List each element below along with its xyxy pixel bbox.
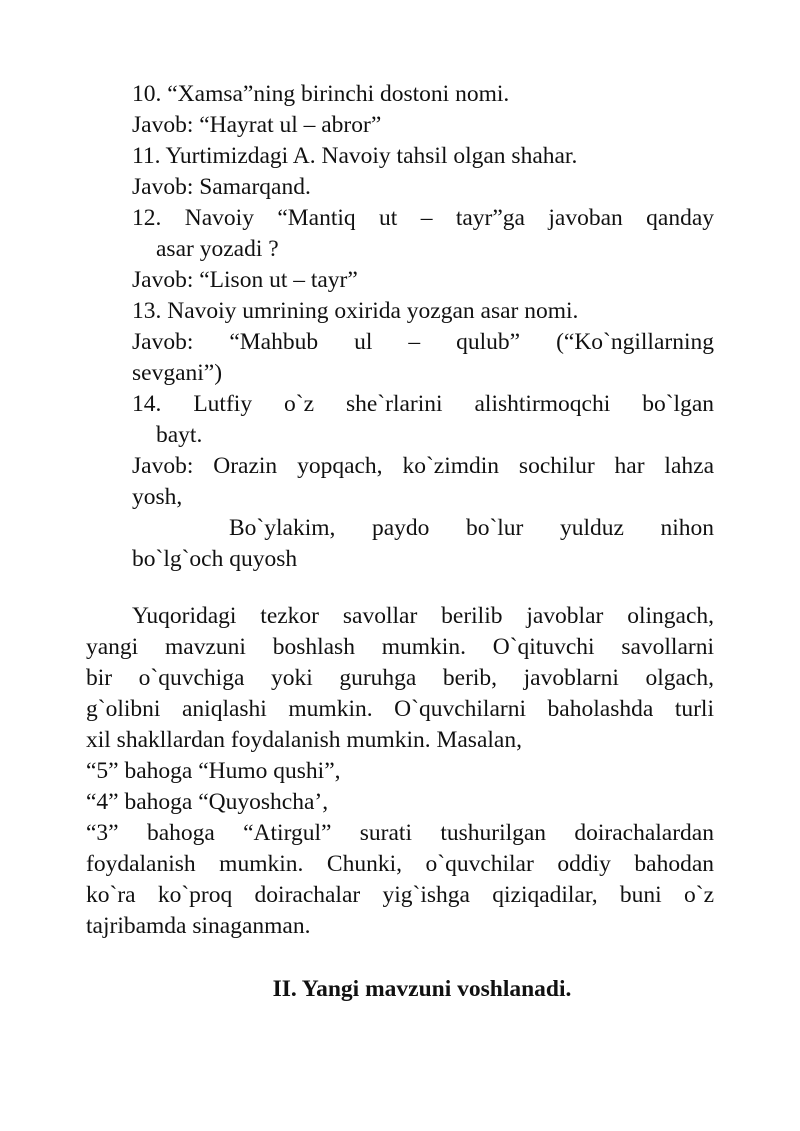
paragraph-line-5: xil shakllardan foydalanish mumkin. Masalan, [86, 727, 522, 753]
answer-10: Javob: “Hayrat ul – abror” [132, 112, 382, 138]
answer-11: Javob: Samarqand. [132, 174, 311, 200]
paragraph-line-7: “4” bahoga “Quyoshcha’, [86, 789, 329, 815]
answer-13-line-2: sevgani”) [132, 360, 223, 386]
answer-14-line-1: Javob: Orazin yopqach, ko`zimdin sochilur har lahza [132, 453, 714, 479]
answer-14-line-3: Bo`ylakim, paydo bo`lur yulduz nihon [229, 515, 714, 541]
paragraph-line-10: ko`ra ko`proq doirachalar yig`ishga qiziqadilar, buni o`z [86, 882, 714, 908]
question-14-line-2: bayt. [156, 422, 203, 448]
question-11: 11. Yurtimizdagi A. Navoiy tahsil olgan shahar. [132, 143, 578, 169]
paragraph-line-2: yangi mavzuni boshlash mumkin. O`qituvchi savollarni [86, 634, 714, 660]
question-12-line-1: 12. Navoiy “Mantiq ut – tayr”ga javoban qanday [132, 205, 714, 231]
paragraph-line-1: Yuqoridagi tezkor savollar berilib javoblar olingach, [132, 603, 714, 629]
answer-13-line-1: Javob: “Mahbub ul – qulub” (“Ko`ngillarning [132, 329, 714, 355]
section-heading: II. Yangi mavzuni voshlanadi. [272, 976, 572, 1002]
question-10: 10. “Xamsa”ning birinchi dostoni nomi. [132, 81, 510, 107]
question-14-line-1: 14. Lutfiy o`z she`rlarini alishtirmoqchi bo`lgan [132, 391, 714, 417]
answer-14-line-2: yosh, [132, 484, 183, 510]
paragraph-line-6: “5” bahoga “Humo qushi”, [86, 758, 341, 784]
question-12-line-2: asar yozadi ? [156, 236, 279, 262]
paragraph-line-3: bir o`quvchiga yoki guruhga berib, javoblarni olgach, [86, 665, 714, 691]
paragraph-line-9: foydalanish mumkin. Chunki, o`quvchilar oddiy bahodan [86, 851, 714, 877]
paragraph-line-8: “3” bahoga “Atirgul” surati tushurilgan doirachalardan [86, 820, 714, 846]
answer-12: Javob: “Lison ut – tayr” [132, 267, 358, 293]
paragraph-line-4: g`olibni aniqlashi mumkin. O`quvchilarni baholashda turli [86, 696, 714, 722]
question-13: 13. Navoiy umrining oxirida yozgan asar nomi. [132, 298, 579, 324]
paragraph-line-11: tajribamda sinaganman. [86, 913, 311, 939]
answer-14-line-4: bo`lg`och quyosh [132, 546, 298, 572]
